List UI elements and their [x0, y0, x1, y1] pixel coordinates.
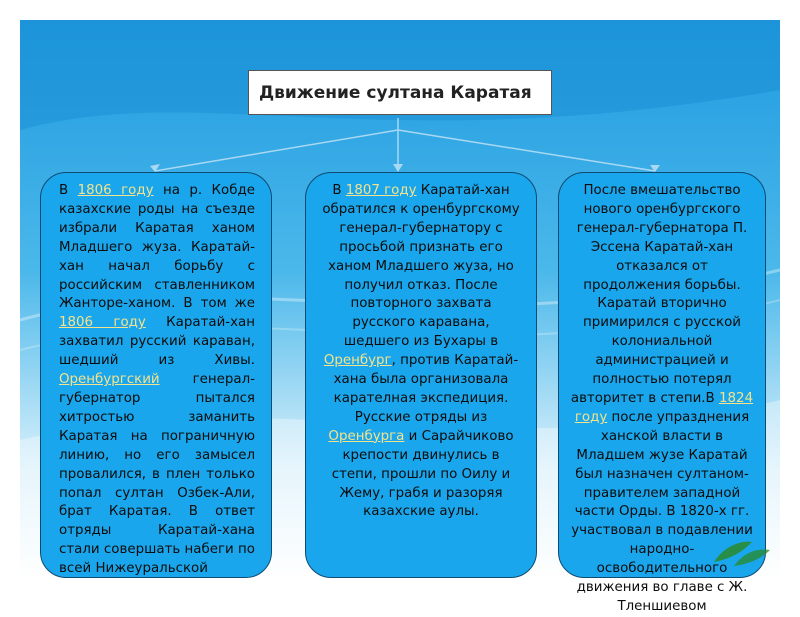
title-box — [248, 70, 552, 115]
card1-text-2: на р. Кобде казахские роды на съезде избрали Каратая ханом Младшего жуза. Каратай-хан начал борьбу с российским ставленником Жанторе-ханом. В том же — [59, 183, 255, 312]
card2-text-2: Каратай-хан обратился к оренбургскому генерал-губернатору с просьбой признать его ханом Младшего жуза, но получил отказ. После повторного захвата русского каравана, шедшего из Бухары в — [322, 183, 520, 350]
card2-text-4: и Сарайчиково крепости двинулись в степи, прошли по Оилу и Жему, грабя и разоряя казахские аулы. — [331, 428, 514, 520]
link-1806-year[interactable]: 1806 году — [77, 183, 154, 198]
card2-text-1: В — [332, 183, 346, 198]
link-1807-year[interactable]: 1807 году — [345, 183, 417, 198]
card3-text-1: После вмешательство нового оренбургского генерал-губернатора П. Эссена Каратай-хан отказался от продолжения борьбы. Каратай вторично примирился с русской колониальной администрацией и полностью потерял авторитет в степи.В — [570, 183, 748, 406]
page-title: Движение султана Каратая — [259, 82, 532, 103]
card1-text-1: В — [59, 183, 78, 198]
event-card-1807 — [305, 172, 537, 578]
card1-text-4: генерал-губернатор пытался хитростью заманить Каратая на пограничную линию, но его замысел провалился, в плен только попал султан Озбек-Али, брат Каратая. В ответ отряды Каратай-хана стали совершать набеги по всей Нижеуральской — [59, 372, 255, 577]
link-orenburg-governor[interactable]: Оренбургский — [59, 372, 160, 388]
card1-text-3: Каратай-хан захватил русский караван, шедший из Хивы. — [59, 315, 255, 369]
link-orenburg[interactable]: Оренбург — [323, 353, 392, 369]
link-orenburga[interactable]: Оренбурга — [328, 428, 405, 444]
link-1806-year-second[interactable]: 1806 году — [59, 315, 146, 331]
card3-text-2: после упразднения ханской власти в Младшем жузе Каратай был назначен султаном-правителем западной части Орды. В 1820-х гг. участвовал в подавлении народно-освободительного движения во главе с Ж. Тленшиевом — [571, 409, 753, 614]
link-1824-year[interactable]: 1824 году — [574, 390, 754, 425]
event-card-1806 — [40, 172, 272, 578]
leaf-logo-icon — [712, 536, 772, 568]
card2-text-3: , против Каратай-хана была организовала карателная экспедиция. Русские отряды из — [333, 353, 519, 425]
event-card-1824 — [558, 172, 766, 614]
